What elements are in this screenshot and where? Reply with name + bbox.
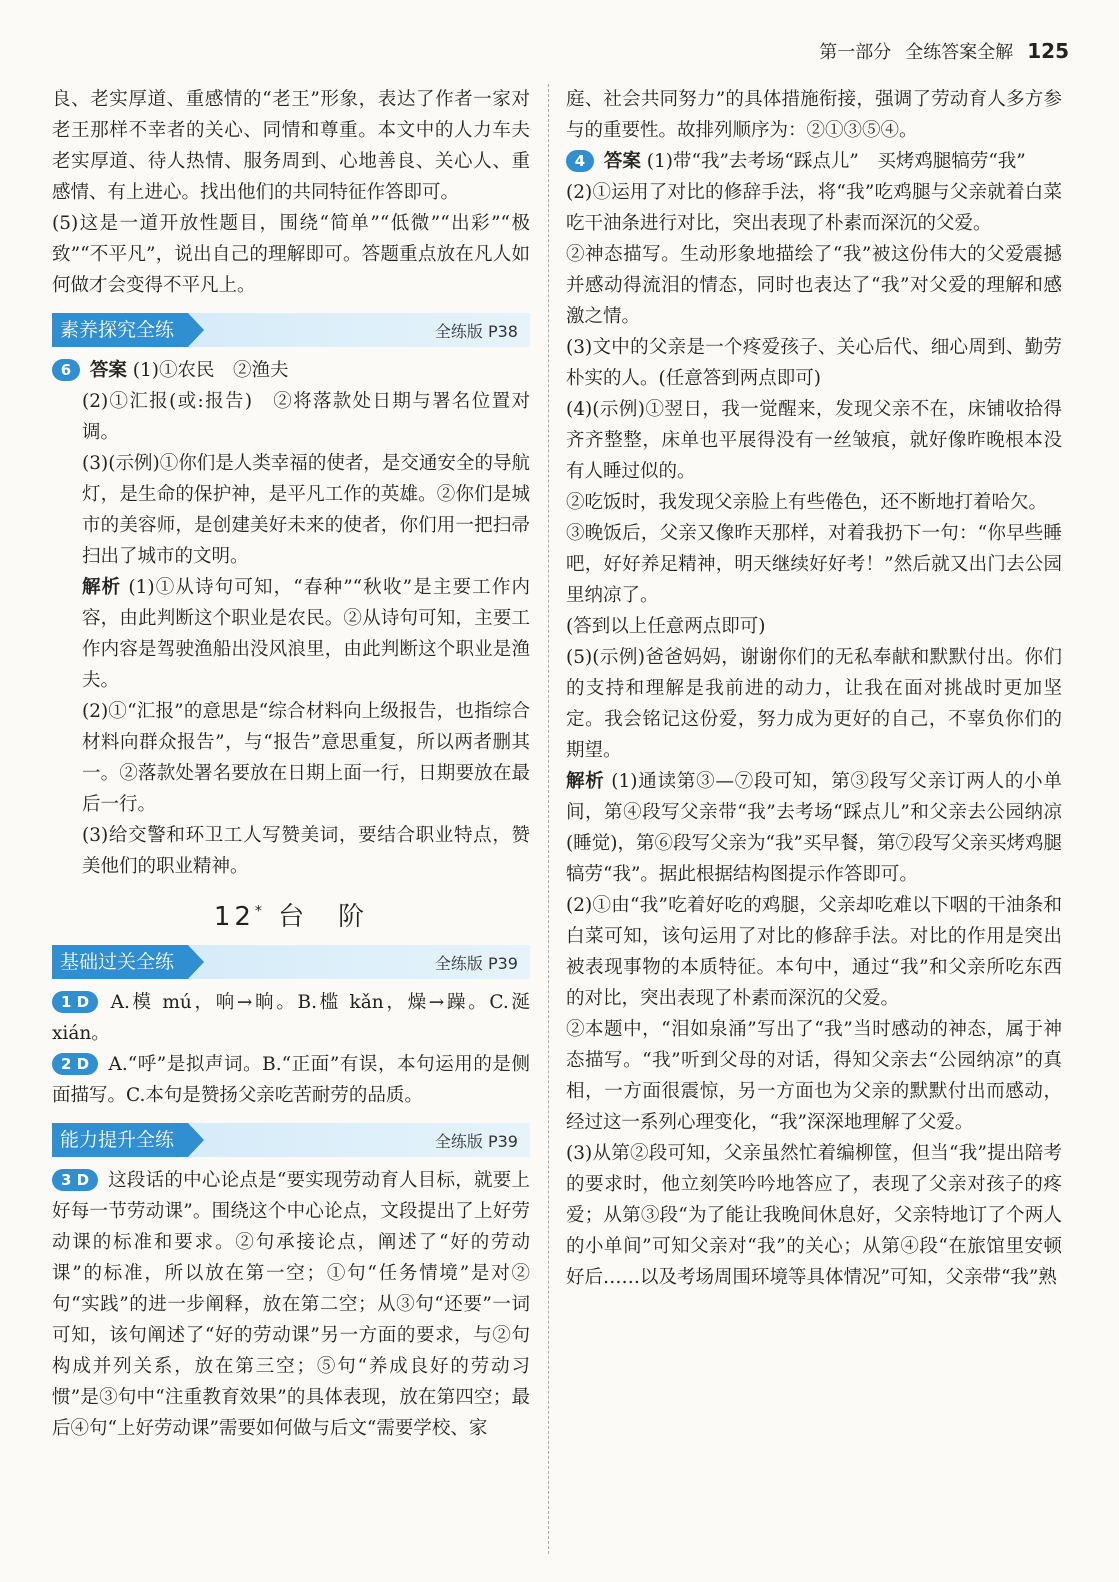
answer-text: (4)(示例)①翌日，我一觉醒来，发现父亲不在，床铺收拾得齐齐整整，床单也平展得没有一丝皱痕，就好像昨晚根本没有人睡过似的。: [566, 399, 1062, 482]
lesson-name: 台 阶: [278, 902, 369, 932]
analysis-text: (3)给交警和环卫工人写赞美词，要结合职业特点，赞美他们的职业精神。: [82, 825, 530, 877]
analysis-text: (2)①由“我”吃着好吃的鸡腿，父亲却吃难以下咽的干油条和白菜可知，该句运用了对比的修辞手法。对比的作用是突出被表现事物的本质特征。本句中，通过“我”和父亲所吃东西的对比，突出表现了朴素而深沉的父爱。: [566, 895, 1062, 1009]
page-header: [819, 38, 1069, 64]
paragraph: 庭、社会共同努力”的具体措施衔接，强调了劳动育人多方参与的重要性。故排列顺序为：②①③⑤④。: [566, 89, 1062, 141]
answer-text: (1)①农民 ②渔夫: [132, 360, 289, 381]
analysis-text: (3)从第②段可知，父亲虽然忙着编柳筐，但当“我”提出陪考的要求时，他立刻笑吟吟地答应了，表现了父亲对孩子的疼爱；从第③段“为了能让我晚间休息好，父亲特地订了个两人的小单间”可知父亲对“我”的关心；从第④段“在旅馆里安顿好后……以及考场周围环境等具体情况”可知，父亲带“我”熟: [566, 1143, 1062, 1288]
section-banner: [52, 945, 530, 979]
question-number: 2 D: [52, 1053, 98, 1075]
column-divider: [548, 84, 549, 1554]
section-banner: [52, 1123, 530, 1157]
answer-text: (答到以上任意两点即可): [566, 616, 766, 637]
section-banner-ref: 全练版 P39: [434, 953, 518, 973]
lesson-mark: *: [254, 903, 266, 920]
right-column: [566, 84, 1062, 1293]
analysis-text: (1)①从诗句可知，“春种”“秋收”是主要工作内容，由此判断这个职业是农民。②从诗句可知，主要工作内容是驾驶渔船出没风浪里，由此判断这个职业是渔夫。: [82, 577, 530, 691]
answer-6: [52, 355, 530, 386]
answer-4: [566, 146, 1062, 177]
section-banner-ref: 全练版 P38: [434, 321, 518, 341]
question-number: 6: [52, 359, 80, 381]
answer-1: [52, 987, 530, 1049]
answer-text: 这段话的中心论点是“要实现劳动育人目标，就要上好每一节劳动课”。围绕这个中心论点，文段提出了上好劳动课的标准和要求。②句承接论点，阐述了“好的劳动课”的标准，所以放在第一空；①句“任务情境”是对②句“实践”的进一步阐释，放在第二空；从③句“还要”一词可知，该句阐述了“好的劳动课”另一方面的要求，与②句构成并列关系，放在第三空；⑤句“养成良好的劳动习惯”是③句中“注重教育效果”的具体表现，放在第四空；最后④句“上好劳动课”需要如何做与后文“需要学校、家: [52, 1170, 530, 1439]
answer-text: A.“呼”是拟声词。B.“正面”有误，本句运用的是侧面描写。C.本句是赞扬父亲吃苦耐劳的品质。: [52, 1054, 530, 1106]
answer-text: (2)①汇报(或:报告) ②将落款处日期与署名位置对调。: [82, 391, 530, 443]
section-banner-ref: 全练版 P39: [434, 1131, 518, 1151]
analysis-text: ②本题中，“泪如泉涌”写出了“我”当时感动的神态，属于神态描写。“我”听到父母的对话，得知父亲去“公园纳凉”的真相，一方面很震惊，另一方面也为父亲的默默付出而感动，经过这一系列心理变化，“我”深深地理解了父爱。: [566, 1019, 1062, 1133]
section-banner: [52, 313, 530, 347]
analysis-text: (1)通读第③—⑦段可知，第③段写父亲订两人的小单间，第④段写父亲带“我”去考场“踩点儿”和父亲去公园纳凉(睡觉)，第⑥段写父亲为“我”买早餐，第⑦段写父亲买烤鸡腿犒劳“我”。据此根据结构图提示作答即可。: [566, 771, 1062, 885]
answer-3: [52, 1165, 530, 1444]
answer-2: [52, 1049, 530, 1111]
answer-label: 答案: [89, 360, 127, 381]
answer-text: (3)(示例)①你们是人类幸福的使者，是交通安全的导航灯，是生命的保护神，是平凡工作的英雄。②你们是城市的美容师，是创建美好未来的使者，你们用一把扫帚扫出了城市的文明。: [82, 453, 530, 567]
answer-text: ③晚饭后，父亲又像昨天那样，对着我扔下一句：“你早些睡吧，好好养足精神，明天继续好好考！”然后就又出门去公园里纳凉了。: [566, 523, 1062, 606]
lesson-title: [52, 896, 530, 933]
answer-text: ②神态描写。生动形象地描绘了“我”被这份伟大的父爱震撼并感动得流泪的情态，同时也表达了“我”对父爱的理解和感激之情。: [566, 244, 1062, 327]
question-number: 1 D: [52, 991, 98, 1013]
page-number: 125: [1027, 39, 1069, 63]
answer-text: ②吃饭时，我发现父亲脸上有些倦色，还不断地打着哈欠。: [566, 492, 1048, 513]
section-banner-title: 能力提升全练: [52, 1123, 188, 1157]
answer-text: (3)文中的父亲是一个疼爱孩子、关心后代、细心周到、勤劳朴实的人。(任意答到两点即可): [566, 337, 1062, 389]
analysis: [52, 572, 530, 696]
answer-text: (5)(示例)爸爸妈妈，谢谢你们的无私奉献和默默付出。你们的支持和理解是我前进的动力，让我在面对挑战时更加坚定。我会铭记这份爱，努力成为更好的自己，不辜负你们的期望。: [566, 647, 1062, 761]
section-banner-title: 素养探究全练: [52, 313, 188, 347]
answer-text: (1)带“我”去考场“踩点儿” 买烤鸡腿犒劳“我”: [646, 151, 1026, 172]
analysis: [566, 766, 1062, 890]
answer-text: A.模 mú，响→晌。B.槛 kǎn，燥→躁。C.涎 xián。: [52, 992, 530, 1044]
analysis-label: 解析: [566, 771, 605, 792]
section-banner-title: 基础过关全练: [52, 945, 188, 979]
header-part: 第一部分: [819, 42, 892, 63]
question-number: 3 D: [52, 1169, 98, 1191]
lesson-number: 12: [213, 902, 255, 932]
header-section: 全练答案全解: [905, 42, 1014, 63]
left-column: [52, 84, 530, 1444]
analysis-label: 解析: [82, 577, 122, 598]
paragraph: 良、老实厚道、重感情的“老王”形象，表达了作者一家对老王那样不幸者的关心、同情和尊重。本文中的人力车夫老实厚道、待人热情、服务周到、心地善良、关心人、重感情、有上进心。找出他们的共同特征作答即可。: [52, 89, 530, 203]
answer-text: (2)①运用了对比的修辞手法，将“我”吃鸡腿与父亲就着白菜吃干油条进行对比，突出表现了朴素而深沉的父爱。: [566, 182, 1062, 234]
analysis-text: (2)①“汇报”的意思是“综合材料向上级报告，也指综合材料向群众报告”，与“报告”意思重复，所以两者删其一。②落款处署名要放在日期上面一行，日期要放在最后一行。: [82, 701, 530, 815]
paragraph: (5)这是一道开放性题目，围绕“简单”“低微”“出彩”“极致”“不平凡”，说出自己的理解即可。答题重点放在凡人如何做才会变得不平凡上。: [52, 213, 530, 296]
question-number: 4: [566, 150, 594, 172]
answer-label: 答案: [603, 151, 641, 172]
